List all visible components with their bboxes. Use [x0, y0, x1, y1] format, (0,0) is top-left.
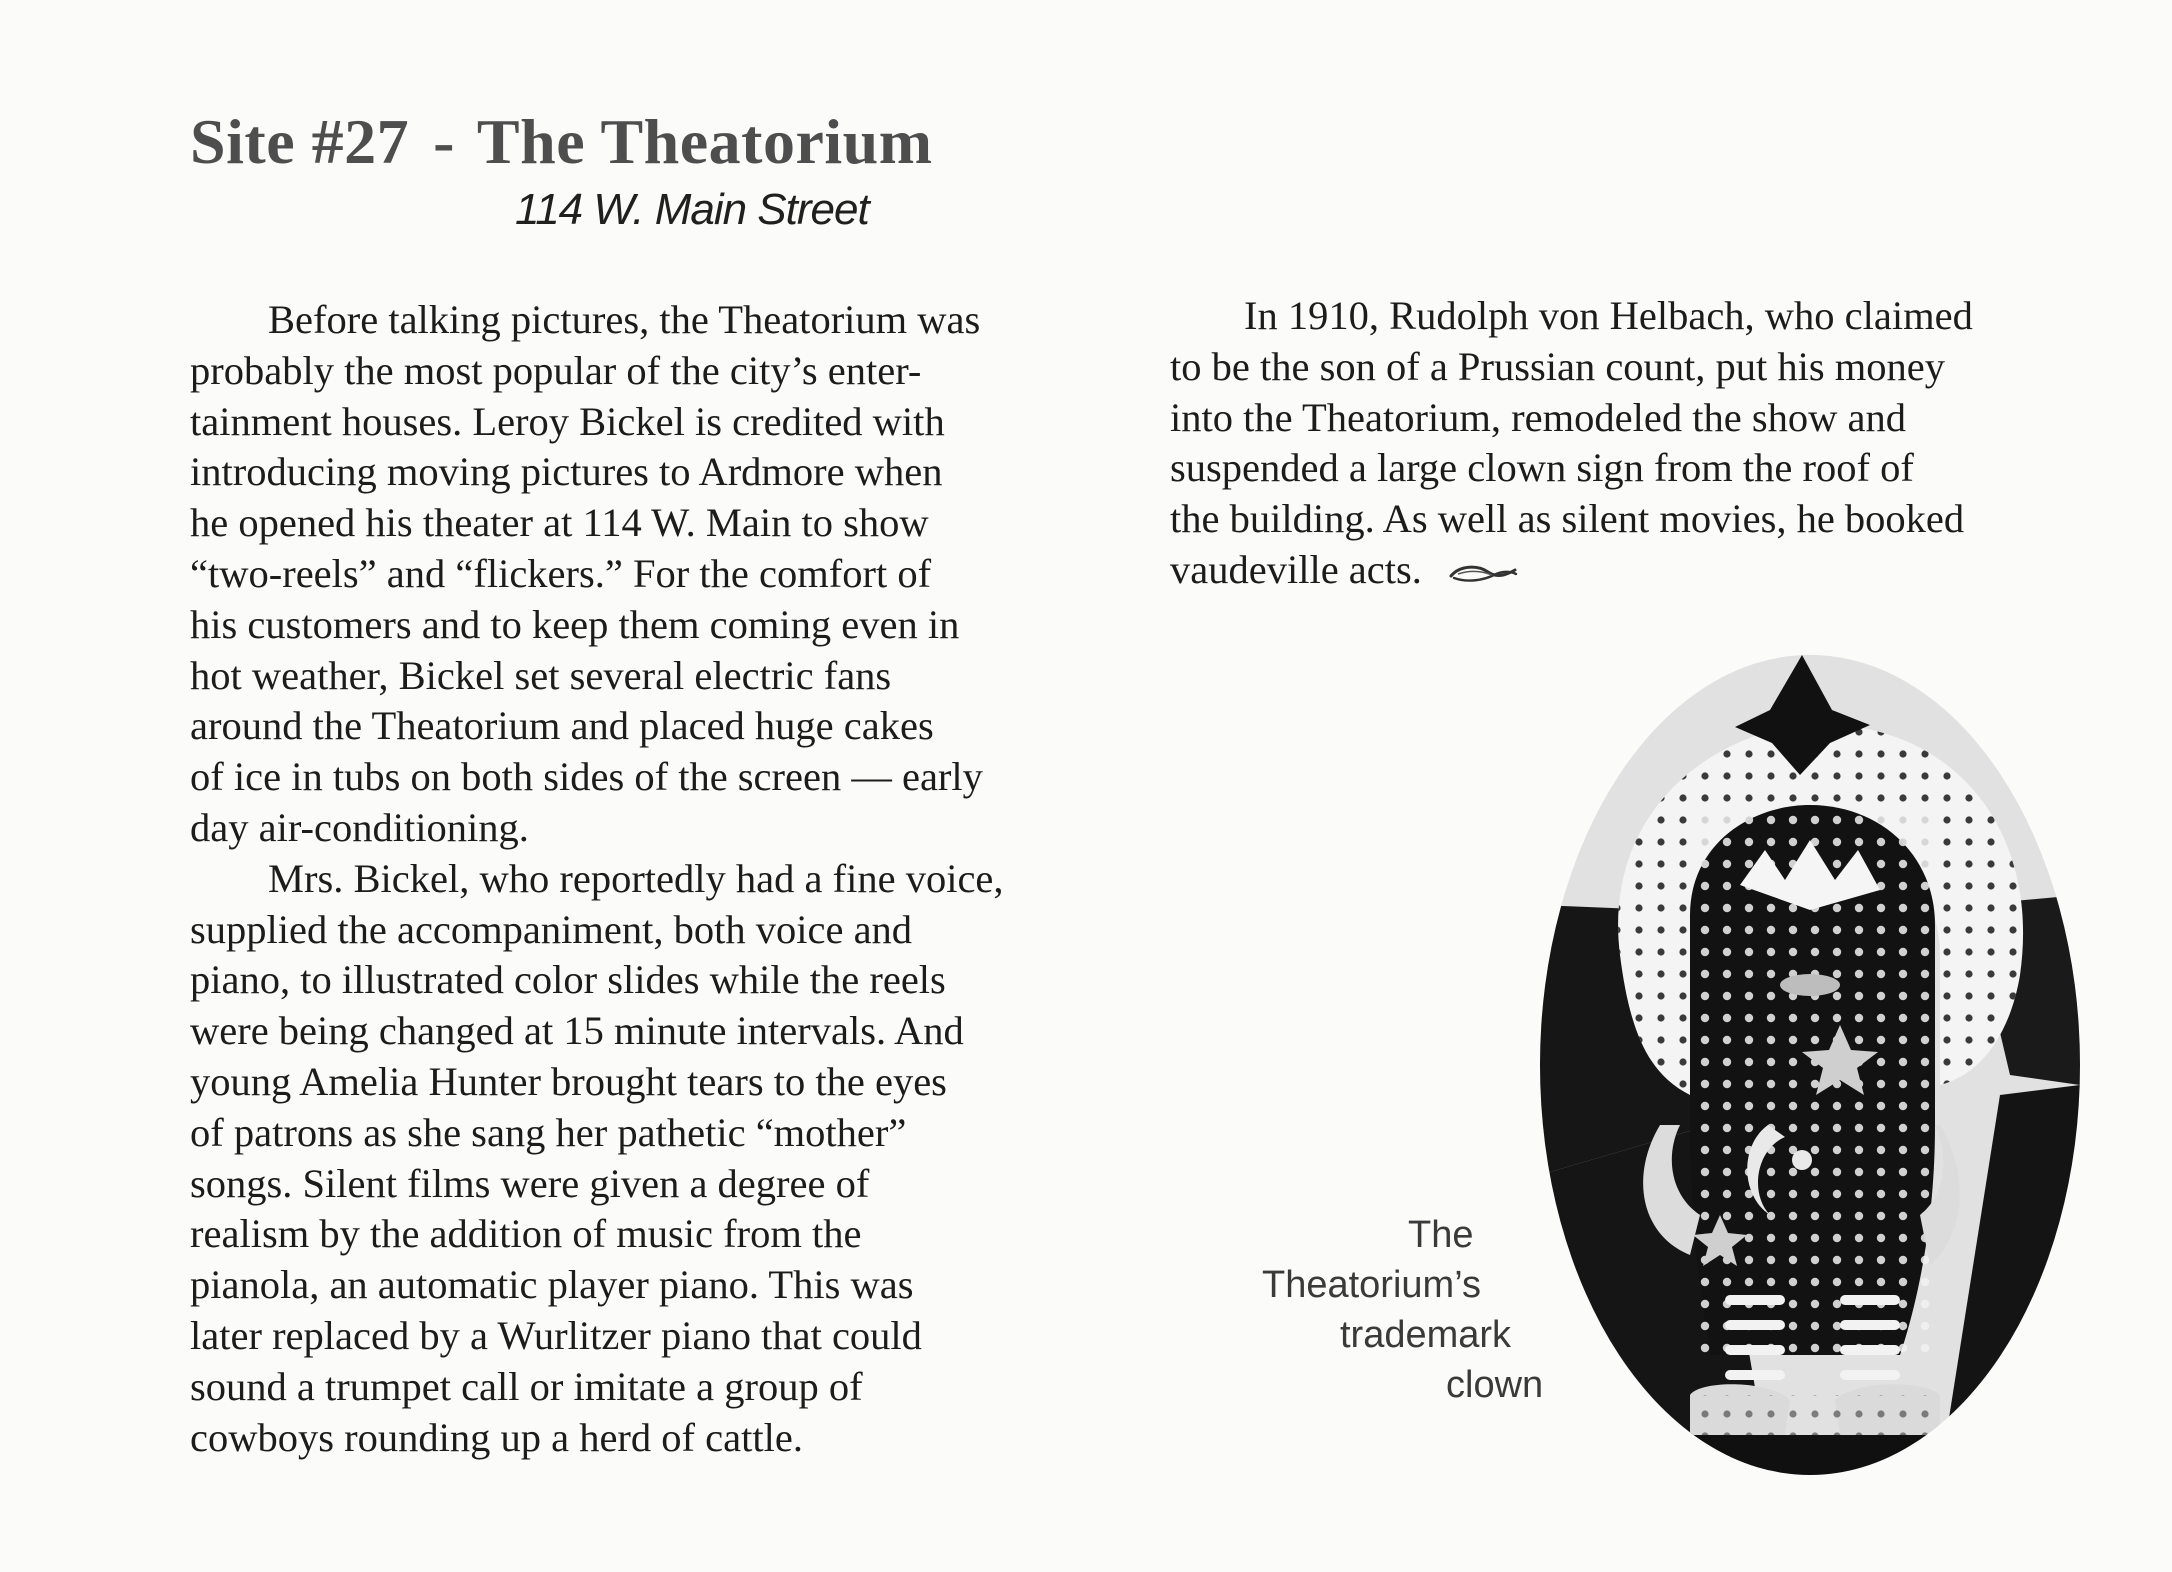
caption-line: clown — [1446, 1364, 1544, 1406]
left-column — [190, 295, 1090, 1463]
right-column — [1170, 291, 2090, 596]
paragraph-bickel-intro: Before talking pictures, the Theatorium was probably the most popular of the city’s enter- tainment houses. Leroy Bickel is credited with introducing moving pictures to Ardmore when he opened his theater at 114 W. Main to show “two-reels” and “flickers.” For the comfort of his customers and to keep them coming even in hot weather, Bickel set several electric fans around the Theatorium and placed huge cakes of ice in tubs on both sides of the screen — early day air-conditioning. — [190, 297, 983, 850]
paragraph-von-helbach-text: In 1910, Rudolph von Helbach, who claimed to be the son of a Prussian count, put his money into the Theatorium, remodeled the show and suspended a large clown sign from the roof of the building. As well as silent movies, he booked vaudeville acts. — [1170, 293, 1973, 592]
paragraph-von-helbach — [1170, 291, 2090, 596]
clown-sign-photo — [1540, 655, 2080, 1475]
paragraph-mrs-bickel: Mrs. Bickel, who reportedly had a fine voice, supplied the accompaniment, both voice and piano, to illustrated color slides while the reels were being changed at 15 minute intervals. And young Amelia Hunter brought tears to the eyes of patrons as she sang her pathetic “mother” songs. Silent films were given a degree of realism by the addition of music from the pianola, an automatic player piano. This was later replaced by a Wurlitzer piano that could sound a trumpet call or imitate a group of cowboys rounding up a herd of cattle. — [190, 855, 1004, 1460]
caption-line: trademark — [1340, 1314, 1512, 1356]
swash-ornament-icon — [1448, 562, 1518, 586]
page-title — [190, 105, 933, 179]
photo-caption — [1230, 1210, 1560, 1410]
caption-line: The — [1408, 1214, 1474, 1256]
site-name: The Theatorium — [476, 106, 933, 177]
site-number: Site #27 — [190, 106, 410, 177]
caption-line: Theatorium’s — [1262, 1264, 1481, 1306]
title-dash: - — [433, 106, 455, 177]
street-address: 114 W. Main Street — [515, 185, 869, 234]
